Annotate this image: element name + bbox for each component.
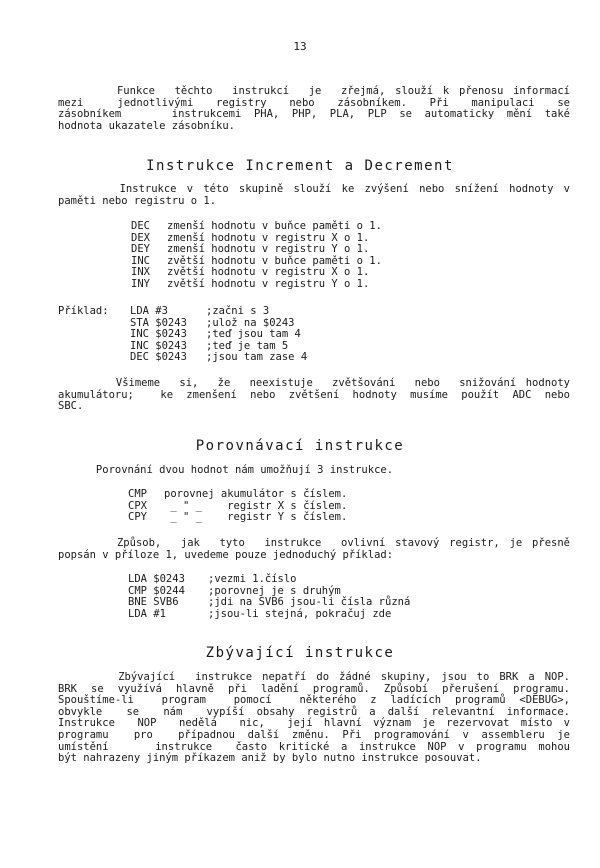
opcode: INX: [131, 266, 150, 279]
opcode-description: zmenší hodnotu v registru X o 1.: [167, 231, 370, 244]
instruction-row: [131, 279, 382, 291]
section-heading-remaining: Zbývající instrukce: [205, 645, 395, 661]
opcode: CPX: [128, 499, 147, 512]
opcode: DEX: [131, 231, 150, 244]
text-line: Spouštíme-li program pomocí některého z ladících programů <DEBUG>,: [58, 694, 570, 707]
asm-instruction: LDA #1: [128, 607, 166, 620]
asm-comment: ;vezmi 1.číslo: [208, 573, 297, 585]
text-line: SBC.: [58, 400, 84, 413]
opcode: DEY: [131, 243, 150, 256]
text-line: hodnota ukazatele zásobníku.: [58, 119, 236, 132]
asm-instruction: LDA #3: [130, 305, 168, 317]
compare-instruction-list: [128, 489, 347, 524]
text-line: programu pro případnou další změnu. Při programování v assembleru je: [58, 728, 570, 741]
text-line: mezi jednotlivými registry nebo zásobníkem. Při manipulaci se: [58, 96, 570, 109]
opcode: DEC: [131, 220, 150, 232]
asm-instruction: DEC $0243: [130, 351, 187, 364]
compare-paragraph: [58, 465, 570, 477]
increment-instruction-list: [131, 221, 382, 291]
asm-instruction: STA $0243: [130, 316, 187, 329]
text-line: Zbývající instrukce nepatří do žádné skupiny, jsou to BRK a NOP.: [58, 671, 570, 683]
asm-comment: ;začni s 3: [206, 305, 270, 317]
opcode-description: zvětší hodnotu v registru Y o 1.: [167, 277, 370, 290]
example-label: Příklad:: [58, 305, 109, 317]
opcode-description: _ " _ registr Y s číslem.: [164, 511, 348, 524]
asm-instruction: INC $0243: [130, 339, 187, 352]
opcode: INC: [131, 254, 150, 267]
text-line: BRK se využívá hlavně při ladění programů. Způsobí přerušení programu.: [58, 682, 570, 695]
text-line: Porovnání dvou hodnot nám umožňují 3 instrukce.: [58, 464, 394, 476]
compare-paragraph-2: [58, 538, 570, 561]
asm-instruction: BNE SVB6: [128, 596, 179, 609]
asm-instruction: INC $0243: [130, 328, 187, 341]
text-line: zásobníkem instrukcemi PHA, PHP, PLA, PLP se automaticky mění také: [58, 108, 570, 121]
instruction-row: [131, 221, 382, 233]
opcode: CMP: [128, 488, 147, 500]
remaining-paragraph: [58, 672, 570, 765]
opcode-description: porovnej akumulátor s číslem.: [164, 488, 348, 500]
text-line: popsán v příloze 1, uvedeme pouze jednoduchý příklad:: [58, 548, 394, 561]
instruction-row: [128, 512, 347, 524]
example-row: [58, 306, 307, 318]
asm-comment: ;teď je tam 5: [206, 339, 289, 352]
opcode-description: zvětší hodnotu v registru X o 1.: [167, 266, 370, 279]
asm-comment: ;ulož na $0243: [206, 316, 295, 329]
text-line: Instrukce NOP nedělá nic, její hlavní význam je rezervovat místo v: [58, 717, 570, 730]
asm-comment: ;jsou-li stejná, pokračuj zde: [208, 607, 392, 620]
example-row: [58, 352, 307, 364]
opcode-description: zmenší hodnotu v buňce paměti o 1.: [167, 220, 382, 232]
increment-example: [58, 306, 307, 364]
increment-paragraph: [58, 184, 570, 207]
example-row: [128, 574, 410, 586]
asm-comment: ;jdi na SVB6 jsou-li čísla různá: [208, 596, 411, 609]
opcode-description: zvětší hodnotu v buňce paměti o 1.: [167, 254, 382, 267]
opcode-description: zmenší hodnotu v registru Y o 1.: [167, 243, 370, 256]
intro-paragraph: [58, 86, 570, 132]
opcode-description: _ " _ registr X s číslem.: [164, 499, 348, 512]
asm-instruction: CMP $0244: [128, 584, 185, 597]
example-row: [128, 609, 410, 621]
text-line: paměti nebo registru o 1.: [58, 194, 217, 207]
opcode: CPY: [128, 511, 147, 524]
compare-example: [128, 574, 410, 620]
text-line: akumulátoru; ke zmenšení nebo zvětšení hodnoty musíme použít ADC nebo: [58, 388, 570, 401]
text-line: Funkce těchto instrukcí je zřejmá, slouží k přenosu informací: [58, 85, 570, 97]
asm-comment: ;teď jsou tam 4: [206, 328, 301, 341]
text-line: Instrukce v této skupině slouží ke zvýšení nebo snížení hodnoty v: [58, 183, 570, 195]
section-heading-compare: Porovnávací instrukce: [195, 438, 405, 454]
asm-comment: ;jsou tam zase 4: [206, 351, 308, 364]
text-line: být nahrazeny jiným příkazem aniž by bylo nutno instrukce posouvat.: [58, 752, 482, 765]
section-heading-increment: Instrukce Increment a Decrement: [146, 158, 454, 174]
text-line: Způsob, jak tyto instrukce ovlivní stavový registr, je přesně: [58, 537, 570, 549]
asm-comment: ;porovnej je s druhým: [208, 584, 341, 597]
text-line: obvykle se nám vypíší obsahy registrů a další relevantní informace.: [58, 705, 570, 718]
page-number: 13: [293, 40, 307, 53]
asm-instruction: LDA $0243: [128, 573, 185, 585]
increment-paragraph-2: [58, 378, 570, 413]
opcode: INY: [131, 277, 150, 290]
text-line: Všimeme si, že neexistuje zvětšování nebo snižování hodnoty: [58, 377, 570, 389]
instruction-row: [128, 489, 347, 501]
text-line: umístění instrukce často kritické a instrukce NOP v programu mohou: [58, 740, 570, 753]
